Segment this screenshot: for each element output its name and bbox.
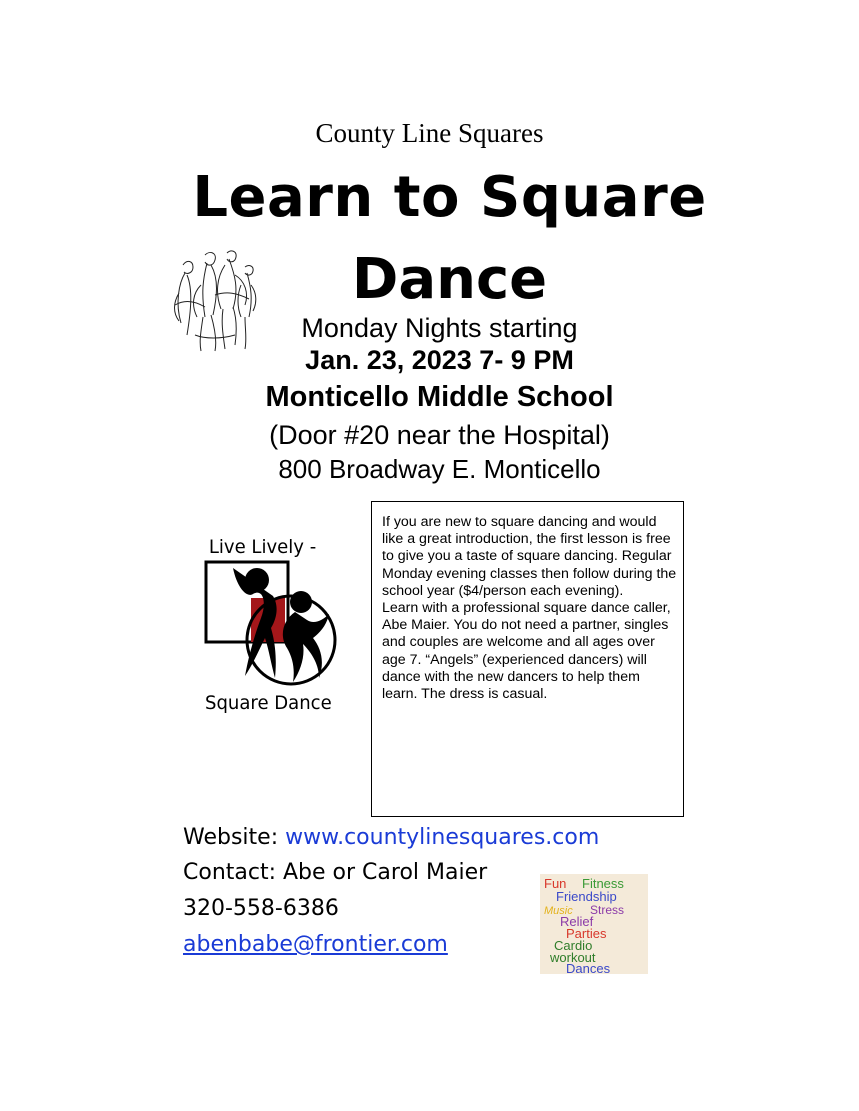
contact-email-link[interactable]: abenbabe@frontier.com: [183, 932, 448, 957]
word-cloud-word: Relief: [560, 914, 594, 929]
title-line-2: Dance: [351, 247, 548, 312]
info-paragraph-1: If you are new to square dancing and would like a great introduction, the first lesson is free to give you a taste of square dancing. Regular Monday evening classes then follow during the school year ($4/person each evening).: [382, 514, 677, 599]
word-cloud-word: Cardio: [554, 938, 593, 953]
contact-phone: 320-558-6386: [183, 896, 339, 921]
word-cloud-word: Stress: [590, 903, 625, 917]
organization-name: County Line Squares: [315, 118, 544, 148]
word-cloud-word: Music: [544, 905, 573, 917]
word-cloud-word: Fitness: [582, 876, 624, 891]
info-box: [371, 501, 684, 817]
square-dance-logo: [203, 558, 343, 693]
venue-name: Monticello Middle School: [265, 381, 614, 413]
word-cloud-word: Friendship: [556, 889, 617, 904]
word-cloud-word: Parties: [566, 926, 607, 941]
website-label: Website:: [183, 825, 279, 850]
venue-address: 800 Broadway E. Monticello: [278, 454, 601, 484]
venue-door: (Door #20 near the Hospital): [269, 420, 610, 450]
schedule-date-time: Jan. 23, 2023 7- 9 PM: [305, 345, 574, 375]
word-cloud-word: Dances: [566, 961, 611, 974]
logo-tagline-bottom: Square Dance: [205, 692, 332, 714]
contact-names: Contact: Abe or Carol Maier: [183, 860, 488, 885]
info-paragraph-2: Learn with a professional square dance caller, Abe Maier. You do not need a partner, singles and couples are welcome and all ages over age 7. “Angels” (experienced dancers) will dance with the new dancers to help them learn. The dress is casual.: [382, 600, 671, 703]
schedule-day: Monday Nights starting: [301, 313, 578, 343]
logo-tagline-top: Live Lively -: [208, 536, 317, 558]
website-line: [183, 825, 599, 850]
word-cloud-image: [540, 874, 648, 974]
title-line-1: Learn to Square: [192, 165, 707, 230]
word-cloud-word: workout: [550, 950, 596, 965]
word-cloud-word: Fun: [544, 876, 567, 891]
website-link[interactable]: www.countylinesquares.com: [285, 825, 600, 850]
